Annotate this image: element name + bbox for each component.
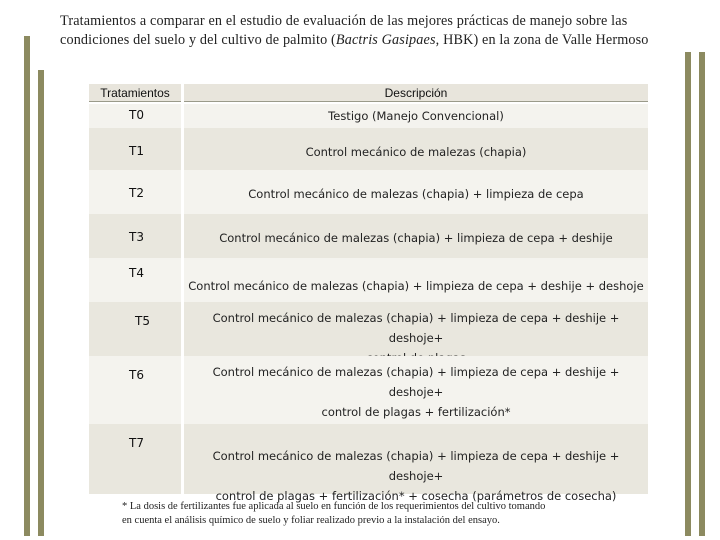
footnote-line-1: * La dosis de fertilizantes fue aplicada al suelo en función de los requerimientos del cultivo tomando xyxy=(122,501,546,512)
table-row-code-cell xyxy=(89,424,181,494)
left-accent-bar-inner xyxy=(38,70,44,536)
right-accent-bar-outer xyxy=(685,52,691,536)
left-accent-bar-outer xyxy=(24,36,30,536)
table-row-code-cell xyxy=(89,356,181,424)
treatment-code: T4 xyxy=(129,266,144,280)
table-row-code-cell xyxy=(89,302,181,356)
table-row-code-cell xyxy=(89,258,181,302)
description-line: Control mecánico de malezas (chapia) + limpieza de cepa + deshije + deshoje+ xyxy=(212,311,620,345)
page-title xyxy=(60,12,680,49)
description-line: Control mecánico de malezas (chapia) + limpieza de cepa + deshije + deshoje xyxy=(188,279,644,293)
treatment-code: T5 xyxy=(135,314,150,328)
header-description: Descripción xyxy=(184,84,648,102)
table-row-description-cell xyxy=(184,302,648,356)
title-part2: , HBK) en la zona de Valle Hermoso xyxy=(435,31,649,48)
table-row-description-cell xyxy=(184,356,648,424)
table-row-description-cell xyxy=(184,214,648,258)
treatment-code: T6 xyxy=(129,368,144,382)
right-accent-bar-inner xyxy=(699,52,705,536)
table-row-description-cell xyxy=(184,128,648,170)
footnote xyxy=(122,500,662,528)
table-row-code-cell xyxy=(89,170,181,214)
description-line: Testigo (Manejo Convencional) xyxy=(328,109,504,123)
table-row-description-cell xyxy=(184,170,648,214)
table-row-description-cell xyxy=(184,104,648,128)
description-line: control de plagas + fertilización* xyxy=(321,405,511,419)
treatment-code: T1 xyxy=(129,144,144,158)
footnote-line-2: en cuenta el análisis químico de suelo y foliar realizado previo a la instalación del ensayo. xyxy=(122,515,500,526)
table-row-code-cell xyxy=(89,128,181,170)
description-line: control de plagas + fertilización* + cosecha (parámetros de cosecha) xyxy=(215,489,617,503)
table-row-code-cell xyxy=(89,104,181,128)
description-line: Control mecánico de malezas (chapia) + limpieza de cepa xyxy=(248,187,584,201)
description-line: Control mecánico de malezas (chapia) + limpieza de cepa + deshije xyxy=(219,231,613,245)
treatment-code: T3 xyxy=(129,230,144,244)
treatment-code: T7 xyxy=(129,436,144,450)
table-row-description-cell xyxy=(184,424,648,503)
table-row-description-cell xyxy=(184,258,648,302)
description-line: Control mecánico de malezas (chapia) xyxy=(305,145,527,159)
title-part1: Tratamientos a comparar en el estudio de evaluación de las mejores prácticas de manejo sobre las condiciones del suelo y del cultivo de palmito ( xyxy=(60,13,628,48)
table-row-code-cell xyxy=(89,214,181,258)
treatment-code: T2 xyxy=(129,186,144,200)
title-species: Bactris Gasipaes xyxy=(335,31,436,48)
header-treatments: Tratamientos xyxy=(89,84,181,102)
description-line: Control mecánico de malezas (chapia) + limpieza de cepa + deshije + deshoje+ xyxy=(212,449,620,483)
description-line: Control mecánico de malezas (chapia) + limpieza de cepa + deshije + deshoje+ xyxy=(212,365,620,399)
treatment-code: T0 xyxy=(129,108,144,122)
